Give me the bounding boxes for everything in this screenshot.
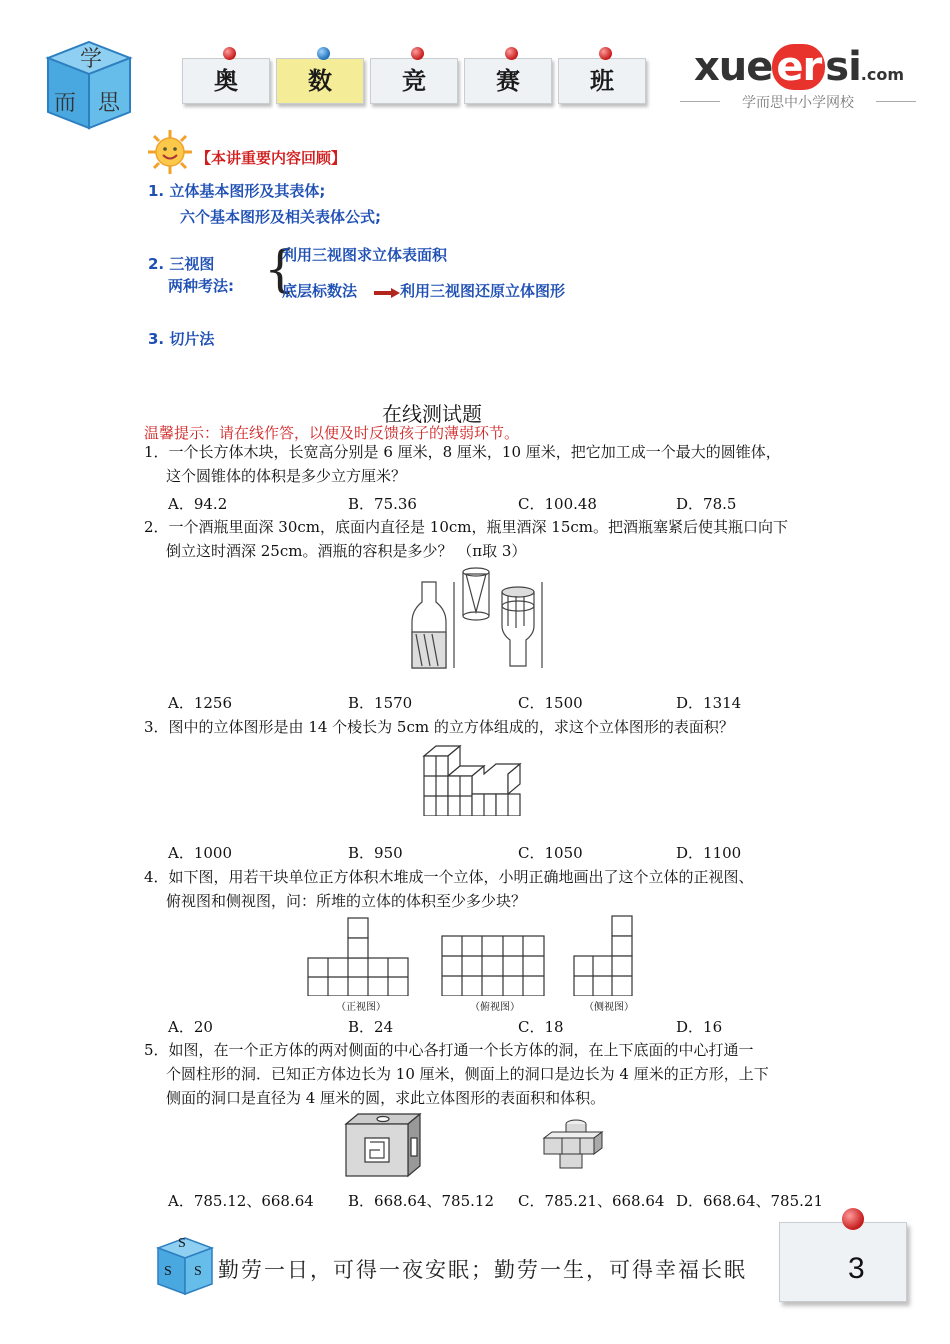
top-view-label: （俯视图） [470, 1002, 520, 1013]
tab-label: 数 [308, 67, 332, 95]
q5-option-c[interactable]: C．785.21、668.64 [518, 1192, 665, 1210]
q1-line-1: 1．一个长方体木块，长宽高分别是 6 厘米，8 厘米，10 厘米，把它加工成一个最大的圆锥体， [144, 443, 781, 461]
page-note-card [779, 1222, 907, 1302]
review-item-1-line-1: 1. 立体基本图形及其表体; [148, 182, 326, 200]
q4-option-d[interactable]: D．16 [676, 1018, 723, 1036]
side-view-label: （侧视图） [584, 1002, 634, 1013]
review-branch-2a: 底层标数法 [282, 282, 358, 300]
q5-line-2: 个圆柱形的洞．已知正方体边长为 10 厘米，侧面上的洞口是边长为 4 厘米的正方形，上下 [166, 1065, 769, 1083]
xueersi-cube-logo [44, 38, 134, 132]
tab-label: 竞 [402, 67, 426, 95]
brand-logo [694, 44, 904, 90]
review-title: 【本讲重要内容回顾】 [196, 149, 347, 167]
q5-option-b[interactable]: B．668.64、785.12 [348, 1192, 494, 1210]
tab-ao [182, 58, 270, 104]
tab-shu [276, 58, 364, 104]
q5-option-a[interactable]: A．785.12、668.64 [168, 1192, 314, 1210]
brace-symbol: { [264, 240, 296, 298]
pushpin-icon [505, 47, 518, 60]
cube-letter: S [164, 1264, 172, 1279]
q3-option-d[interactable]: D．1100 [676, 844, 742, 862]
q4-option-a[interactable]: A．20 [168, 1018, 213, 1036]
review-item-2-line-1: 2. 三视图 [148, 255, 215, 273]
review-item-3: 3. 切片法 [148, 330, 215, 348]
wine-bottle-figure [404, 562, 554, 674]
tab-sai [464, 58, 552, 104]
q1-option-d[interactable]: D．78.5 [676, 495, 737, 513]
tab-label: 奥 [214, 67, 238, 95]
sun-icon [146, 128, 194, 176]
q2-option-c[interactable]: C．1500 [518, 694, 583, 712]
three-views-figure [306, 914, 656, 1013]
q5-line-3: 侧面的洞口是直径为 4 厘米的圆，求此立体图形的表面积和体积。 [166, 1089, 606, 1107]
stacked-cubes-figure [422, 742, 528, 816]
tab-label: 赛 [496, 67, 520, 95]
q2-option-b[interactable]: B．1570 [348, 694, 413, 712]
brand-com: .com [860, 65, 905, 84]
logo-char-er: 而 [54, 91, 77, 116]
review-branch-1: 利用三视图求立体表面积 [282, 246, 448, 264]
q4-line-1: 4．如下图，用若干块单位正方体积木堆成一个立体，小明正确地画出了这个立体的正视图、 [144, 868, 754, 886]
tab-jing [370, 58, 458, 104]
q2-option-a[interactable]: A．1256 [168, 694, 233, 712]
q1-option-b[interactable]: B．75.36 [348, 495, 417, 513]
q1-line-2: 这个圆锥体的体积是多少立方厘米？ [166, 467, 407, 485]
quiz-title: 在线测试题 [382, 402, 482, 426]
footer-motto: 勤劳一日，可得一夜安眠；勤劳一生，可得幸福长眠 [218, 1258, 747, 1282]
q2-option-d[interactable]: D．1314 [676, 694, 742, 712]
tab-ban [558, 58, 646, 104]
cube-letter: S [178, 1236, 186, 1251]
pushpin-icon [411, 47, 424, 60]
pushpin-icon [223, 47, 236, 60]
pushpin-icon [842, 1208, 864, 1230]
brand-text: xue [694, 44, 773, 90]
logo-char-xue: 学 [80, 47, 103, 72]
q3-option-c[interactable]: C．1050 [518, 844, 583, 862]
quiz-hint: 温馨提示：请在线作答，以便及时反馈孩子的薄弱环节。 [144, 424, 520, 442]
brand-subtitle: 学而思中小学网校 [680, 92, 916, 112]
q4-option-c[interactable]: C．18 [518, 1018, 564, 1036]
brand-text: si [825, 44, 861, 90]
logo-char-si: 思 [98, 91, 121, 116]
q1-option-c[interactable]: C．100.48 [518, 495, 597, 513]
q4-line-2: 俯视图和侧视图，问：所堆的立体的体积至少多少块？ [166, 892, 527, 910]
q3-option-a[interactable]: A．1000 [168, 844, 233, 862]
review-item-2-line-2: 两种考法: [168, 277, 234, 295]
q5-option-d[interactable]: D．668.64、785.21 [676, 1192, 823, 1210]
review-item-1-line-2: 六个基本图形及相关表体公式; [180, 208, 381, 226]
q3-line-1: 3．图中的立体图形是由 14 个棱长为 5cm 的立方体组成的，求这个立体图形的表面积？ [144, 718, 734, 736]
q2-line-2: 倒立这时酒深 25cm。酒瓶的容积是多少？ （π取 3） [166, 542, 527, 560]
q4-option-b[interactable]: B．24 [348, 1018, 394, 1036]
pushpin-icon [317, 47, 330, 60]
cube-letter: S [194, 1264, 202, 1279]
q2-line-1: 2．一个酒瓶里面深 30cm，底面内直径是 10cm，瓶里酒深 15cm。把酒瓶塞紧后使其瓶口向下 [144, 518, 788, 536]
cross-solid-figure [542, 1116, 610, 1170]
q3-option-b[interactable]: B．950 [348, 844, 403, 862]
q5-line-1: 5．如图，在一个正方体的两对侧面的中心各打通一个长方体的洞，在上下底面的中心打通一 [144, 1041, 754, 1059]
tab-label: 班 [590, 67, 614, 95]
q1-option-a[interactable]: A．94.2 [168, 495, 228, 513]
sss-cube-logo [156, 1236, 214, 1296]
front-view-label: （正视图） [336, 1002, 386, 1013]
pushpin-icon [599, 47, 612, 60]
page-number: 3 [848, 1252, 865, 1285]
review-branch-2b: 利用三视图还原立体图形 [400, 282, 566, 300]
brand-er-badge: er [772, 44, 825, 90]
hollow-cube-figure [344, 1112, 424, 1178]
arrow-right-icon [374, 283, 400, 293]
